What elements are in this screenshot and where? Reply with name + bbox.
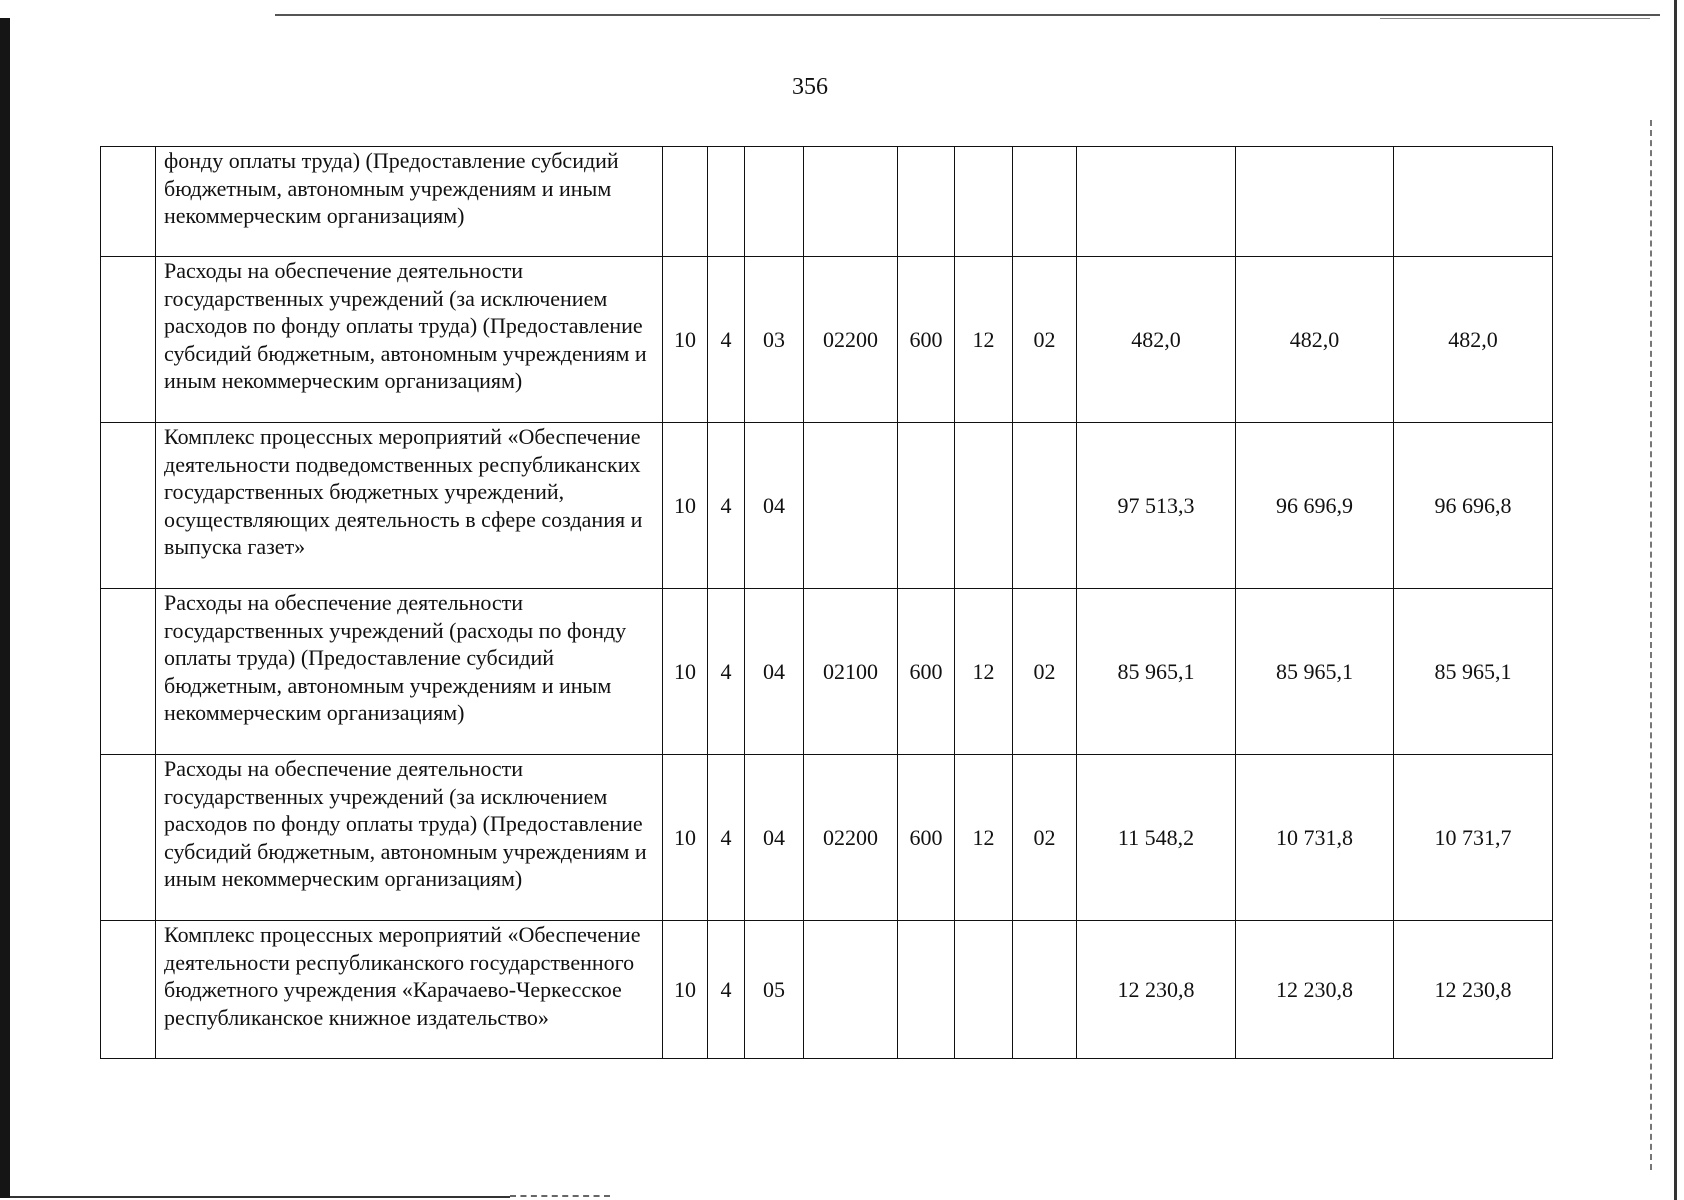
amount-cell	[1394, 147, 1553, 257]
code-cell	[1013, 921, 1077, 1059]
code-cell	[708, 147, 745, 257]
amount-cell: 96 696,9	[1236, 423, 1394, 589]
amount-cell: 10 731,7	[1394, 755, 1553, 921]
code-cell: 12	[955, 755, 1013, 921]
row-description: Комплекс процессных мероприятий «Обеспечение деятельности подведомственных республиканских государственных бюджетных учреждений, осуществляющих деятельность в сфере создания и выпуска газет»	[156, 423, 663, 589]
amount-cell	[1236, 147, 1394, 257]
code-cell	[804, 423, 898, 589]
code-cell: 4	[708, 423, 745, 589]
code-cell	[745, 147, 804, 257]
amount-cell: 97 513,3	[1077, 423, 1236, 589]
budget-table	[100, 146, 1553, 1059]
amount-cell: 12 230,8	[1236, 921, 1394, 1059]
code-cell	[898, 921, 955, 1059]
code-cell: 02	[1013, 755, 1077, 921]
row-index-cell	[101, 589, 156, 755]
table-row	[101, 147, 1553, 257]
scan-edge-right	[1674, 0, 1677, 1200]
code-cell: 02200	[804, 755, 898, 921]
amount-cell: 10 731,8	[1236, 755, 1394, 921]
row-index-cell	[101, 921, 156, 1059]
amount-cell: 85 965,1	[1077, 589, 1236, 755]
code-cell	[1013, 423, 1077, 589]
code-cell: 12	[955, 257, 1013, 423]
code-cell: 600	[898, 755, 955, 921]
amount-cell: 482,0	[1077, 257, 1236, 423]
table-row	[101, 423, 1553, 589]
table-row	[101, 257, 1553, 423]
code-cell: 600	[898, 589, 955, 755]
amount-cell: 96 696,8	[1394, 423, 1553, 589]
code-cell: 02	[1013, 257, 1077, 423]
code-cell	[955, 921, 1013, 1059]
code-cell: 4	[708, 921, 745, 1059]
code-cell: 4	[708, 755, 745, 921]
scan-line-top	[275, 14, 1660, 16]
code-cell	[1013, 147, 1077, 257]
table-row	[101, 921, 1553, 1059]
code-cell: 10	[663, 423, 708, 589]
row-index-cell	[101, 147, 156, 257]
code-cell: 10	[663, 257, 708, 423]
scan-edge-left	[0, 18, 10, 1198]
row-description: Комплекс процессных мероприятий «Обеспечение деятельности республиканского государственного бюджетного учреждения «Карачаево-Черкесское республиканское книжное издательство»	[156, 921, 663, 1059]
code-cell: 10	[663, 589, 708, 755]
amount-cell: 482,0	[1236, 257, 1394, 423]
code-cell	[898, 147, 955, 257]
page-number: 356	[792, 74, 828, 100]
scan-dash-bottom	[510, 1195, 610, 1197]
scan-line-top-short	[1380, 18, 1650, 19]
amount-cell: 85 965,1	[1236, 589, 1394, 755]
table-row	[101, 755, 1553, 921]
amount-cell: 85 965,1	[1394, 589, 1553, 755]
amount-cell: 12 230,8	[1394, 921, 1553, 1059]
table-row	[101, 589, 1553, 755]
row-description: Расходы на обеспечение деятельности государственных учреждений (за исключением расходов по фонду оплаты труда) (Предоставление субсидий бюджетным, автономным учреждениям и иным некоммерческим организациям)	[156, 755, 663, 921]
code-cell: 02100	[804, 589, 898, 755]
row-description: Расходы на обеспечение деятельности государственных учреждений (за исключением расходов по фонду оплаты труда) (Предоставление субсидий бюджетным, автономным учреждениям и иным некоммерческим организациям)	[156, 257, 663, 423]
code-cell: 12	[955, 589, 1013, 755]
code-cell: 4	[708, 589, 745, 755]
amount-cell: 11 548,2	[1077, 755, 1236, 921]
amount-cell: 482,0	[1394, 257, 1553, 423]
amount-cell	[1077, 147, 1236, 257]
row-index-cell	[101, 755, 156, 921]
code-cell	[898, 423, 955, 589]
code-cell: 04	[745, 589, 804, 755]
code-cell: 04	[745, 755, 804, 921]
row-description: фонду оплаты труда) (Предоставление субсидий бюджетным, автономным учреждениям и иным некоммерческим организациям)	[156, 147, 663, 257]
code-cell: 02	[1013, 589, 1077, 755]
code-cell: 4	[708, 257, 745, 423]
code-cell	[804, 921, 898, 1059]
scan-dash-right	[1650, 120, 1652, 1170]
code-cell: 03	[745, 257, 804, 423]
code-cell: 04	[745, 423, 804, 589]
code-cell	[955, 147, 1013, 257]
code-cell	[804, 147, 898, 257]
code-cell: 05	[745, 921, 804, 1059]
row-index-cell	[101, 423, 156, 589]
scan-line-bottom	[10, 1196, 510, 1198]
code-cell: 10	[663, 755, 708, 921]
code-cell: 02200	[804, 257, 898, 423]
code-cell	[663, 147, 708, 257]
row-description: Расходы на обеспечение деятельности государственных учреждений (расходы по фонду оплаты труда) (Предоставление субсидий бюджетным, автономным учреждениям и иным некоммерческим организациям)	[156, 589, 663, 755]
code-cell	[955, 423, 1013, 589]
row-index-cell	[101, 257, 156, 423]
amount-cell: 12 230,8	[1077, 921, 1236, 1059]
code-cell: 10	[663, 921, 708, 1059]
code-cell: 600	[898, 257, 955, 423]
